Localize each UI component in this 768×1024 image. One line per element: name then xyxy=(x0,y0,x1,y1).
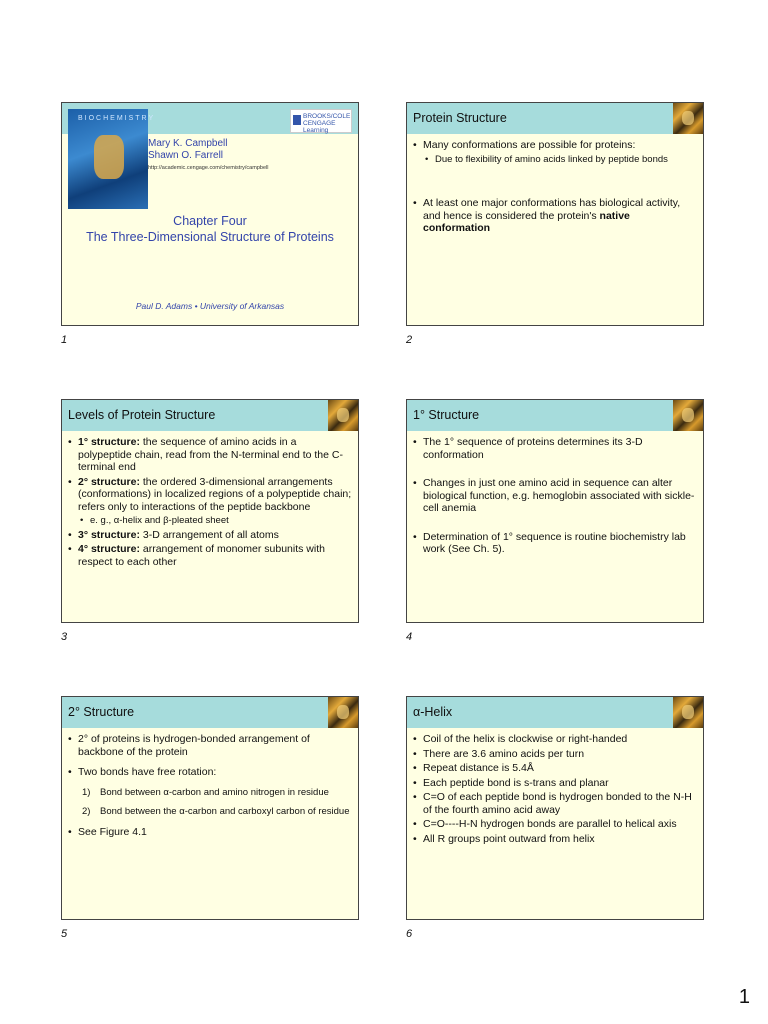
bullet-bold-text: native conformation xyxy=(423,209,630,234)
bullet: • All R groups point outward from helix xyxy=(413,833,697,846)
bullet: • 2° of proteins is hydrogen-bonded arrangement of backbone of the protein xyxy=(68,733,352,758)
slide-number-4: 4 xyxy=(406,631,413,643)
bullet-text: the sequence of amino acids in a polypeptide chain, read from the N-terminal end to the C-terminal end xyxy=(78,436,343,473)
protein-thumbnail-icon xyxy=(673,103,703,134)
bullet: • C=O of each peptide bond is hydrogen bonded to the N-H of the fourth amino acid away xyxy=(413,791,697,816)
publisher-logo-icon xyxy=(293,115,301,125)
slide-content xyxy=(413,436,697,558)
bullet-label: 4° structure: xyxy=(78,543,140,555)
bullet xyxy=(413,197,697,235)
bullet-label: 3° structure: xyxy=(78,528,140,541)
book-url: http://academic.cengage.com/chemistry/campbell xyxy=(148,165,269,171)
bullet: • Coil of the helix is clockwise or right-handed xyxy=(413,733,697,746)
slide-1 xyxy=(61,102,359,326)
protein-thumbnail-icon xyxy=(328,697,358,728)
slide-content xyxy=(413,733,697,847)
bullet: • The 1° sequence of proteins determines its 3-D conformation xyxy=(413,436,697,461)
sub-bullet: • e. g., α-helix and β-pleated sheet xyxy=(68,515,352,527)
slide-4 xyxy=(406,399,704,623)
bullet-2-structure xyxy=(68,476,352,514)
bullet: • Each peptide bond is s-trans and planar xyxy=(413,777,697,790)
bullet: • Many conformations are possible for proteins: xyxy=(413,139,697,152)
slide-content xyxy=(413,139,697,237)
bullet: • See Figure 4.1 xyxy=(68,826,352,839)
bullet: • Changes in just one amino acid in sequence can alter biological function, e.g. hemoglobin associated with sickle-cell anemia xyxy=(413,477,697,515)
item-text: Bond between the α-carbon and carboxyl carbon of residue xyxy=(100,806,350,817)
book-cover-image xyxy=(68,109,156,209)
bullet: • There are 3.6 amino acids per turn xyxy=(413,748,697,761)
bullet-text: At least one major conformations has biological activity, and hence is considered the protein's xyxy=(423,197,681,222)
slide-title: Protein Structure xyxy=(413,111,507,125)
slide-title: 2° Structure xyxy=(68,705,135,719)
slide-header-bar xyxy=(407,103,703,134)
author-2: Shawn O. Farrell xyxy=(148,150,224,161)
bullet-text: arrangement of monomer subunits with respect to each other xyxy=(78,543,325,568)
bullet-4-structure xyxy=(68,543,352,568)
slide-number-3: 3 xyxy=(61,631,68,643)
bullet-label: 2° structure: xyxy=(78,475,140,488)
slide-header-bar xyxy=(62,697,358,728)
slide-3 xyxy=(61,399,359,623)
slide-5 xyxy=(61,696,359,920)
slide-number-5: 5 xyxy=(61,928,68,940)
slide-number-1: 1 xyxy=(61,334,68,346)
bullet-text: the ordered 3-dimensional arrangements (conformations) in localized regions of a polypeptide chain; refers only to interactions of the peptide backbone xyxy=(78,475,352,513)
bullet: • Two bonds have free rotation: xyxy=(68,766,352,779)
slide-number-6: 6 xyxy=(406,928,413,940)
slide-title: Levels of Protein Structure xyxy=(68,408,216,422)
protein-thumbnail-icon xyxy=(673,697,703,728)
slide-title: 1° Structure xyxy=(413,408,480,422)
numbered-item-1 xyxy=(68,787,352,799)
protein-thumbnail-icon xyxy=(673,400,703,431)
slide-content xyxy=(68,733,352,840)
chapter-title: The Three-Dimensional Structure of Proteins xyxy=(86,230,334,244)
slide-header-bar xyxy=(407,697,703,728)
slide-header-bar xyxy=(62,400,358,431)
sub-bullet: • Due to flexibility of amino acids linked by peptide bonds xyxy=(413,154,697,166)
item-text: Bond between α-carbon and amino nitrogen in residue xyxy=(100,786,329,798)
author-1: Mary K. Campbell xyxy=(148,138,228,149)
bullet-text: 3-D arrangement of all atoms xyxy=(139,528,279,541)
chapter-heading xyxy=(62,213,358,245)
bullet: • Determination of 1° sequence is routine biochemistry lab work (See Ch. 5). xyxy=(413,531,697,556)
page-number: 1 xyxy=(738,986,750,1008)
item-number: 2) xyxy=(82,806,91,817)
bullet-3-structure xyxy=(68,529,352,542)
bullet: • C=O----H-N hydrogen bonds are parallel to helical axis xyxy=(413,818,697,831)
slide-header-bar xyxy=(407,400,703,431)
chapter-number: Chapter Four xyxy=(173,214,247,228)
slide-title: α-Helix xyxy=(413,705,453,719)
cover-title: BIOCHEMISTRY xyxy=(78,115,156,122)
slide-2 xyxy=(406,102,704,326)
authors xyxy=(148,138,227,162)
bullet-label: 1° structure: xyxy=(78,436,140,448)
protein-thumbnail-icon xyxy=(328,400,358,431)
slide-content xyxy=(68,436,352,570)
publisher-logo xyxy=(290,109,352,133)
slide-number-2: 2 xyxy=(406,334,413,346)
bullet: • Repeat distance is 5.4Å xyxy=(413,762,697,775)
publisher-logo-text: BROOKS/COLE CENGAGE Learning xyxy=(303,113,351,134)
protein-molecule-icon xyxy=(94,135,124,179)
numbered-item-2 xyxy=(68,806,352,818)
slide-6 xyxy=(406,696,704,920)
bullet-1-structure xyxy=(68,436,352,474)
byline: Paul D. Adams • University of Arkansas xyxy=(135,301,285,311)
item-number: 1) xyxy=(82,786,91,798)
